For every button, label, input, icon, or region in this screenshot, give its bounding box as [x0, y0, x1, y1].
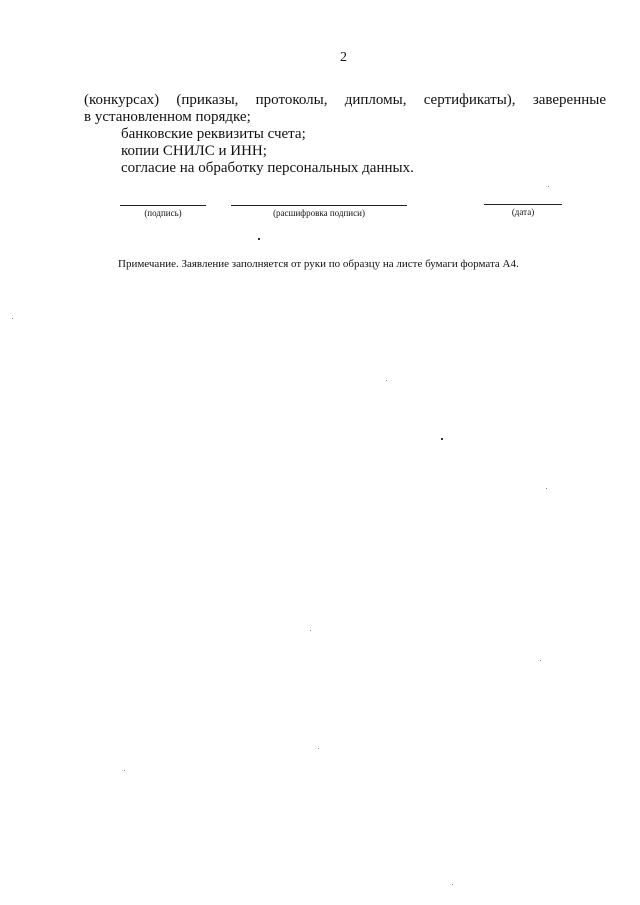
paragraph-word: дипломы,: [344, 92, 407, 108]
paragraph-word: заверенные: [532, 92, 606, 108]
paragraph-word: (конкурсах): [84, 92, 160, 108]
scan-speck: [441, 438, 443, 440]
list-item-bank-details: банковские реквизиты счета;: [121, 126, 306, 142]
scan-speck: [548, 186, 549, 187]
scan-speck: [310, 630, 311, 631]
list-item-snils-inn: копии СНИЛС и ИНН;: [121, 143, 267, 159]
scan-speck: [540, 660, 541, 661]
date-line: [484, 204, 562, 205]
date-caption: (дата): [511, 207, 535, 217]
signature-decode-caption: (расшифровка подписи): [273, 208, 365, 218]
scan-speck: [12, 318, 13, 319]
paragraph-word: сертификаты),: [423, 92, 516, 108]
signature-line: [120, 205, 206, 206]
scan-speck: [124, 770, 125, 771]
scan-speck: [258, 238, 260, 240]
signature-decode-line: [231, 205, 407, 206]
scan-speck: [546, 488, 547, 489]
signature-caption: (подпись): [144, 208, 182, 218]
scan-speck: [318, 748, 319, 749]
page-number: 2: [340, 50, 347, 65]
note-text: Примечание. Заявление заполняется от руки по образцу на листе бумаги формата А4.: [118, 258, 519, 270]
list-item-personal-data-consent: согласие на обработку персональных данных.: [121, 160, 414, 176]
paragraph-word: (приказы,: [176, 92, 239, 108]
scan-speck: [386, 380, 387, 381]
paragraph-word: протоколы,: [255, 92, 328, 108]
paragraph-line-1: [84, 91, 606, 109]
scan-speck: [452, 884, 453, 885]
paragraph-line-2: в установленном порядке;: [84, 109, 251, 125]
